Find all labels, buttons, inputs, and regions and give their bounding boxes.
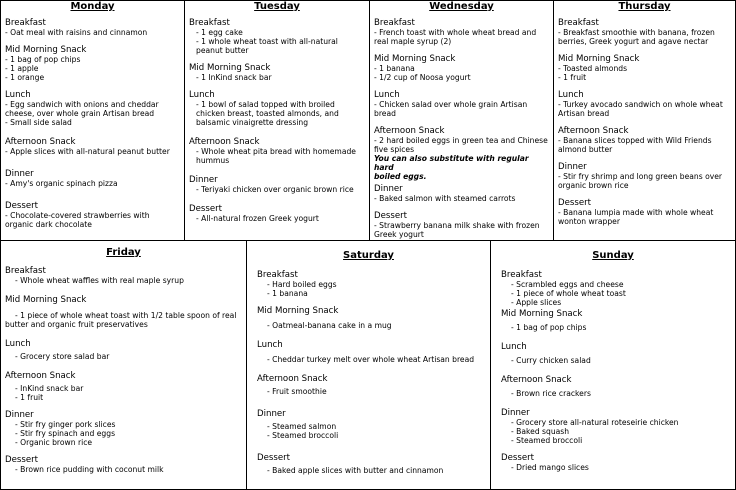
- menu-line: - 1/2 cup of Noosa yogurt: [374, 73, 471, 82]
- section-title: Mid Morning Snack: [5, 295, 87, 305]
- menu-line: - Toasted almonds: [558, 64, 628, 73]
- menu-line: - Small side salad: [5, 118, 72, 127]
- section-title: Lunch: [558, 90, 584, 100]
- menu-line: - Stir fry shrimp and long green beans over: [558, 172, 723, 181]
- menu-line: - 1 apple: [5, 64, 39, 73]
- menu-line: - French toast with whole wheat bread and: [374, 28, 537, 37]
- menu-line: - Baked apple slices with butter and cinnamon: [267, 466, 444, 475]
- day-heading: Wednesday: [429, 1, 494, 12]
- section-title: Dinner: [558, 162, 587, 172]
- menu-line: - 1 piece of whole wheat toast with 1/2 table spoon of real: [15, 311, 237, 320]
- menu-line: - 1 fruit: [558, 73, 587, 82]
- tuesday-cell: [184, 0, 370, 241]
- section-title: Dessert: [5, 201, 39, 211]
- menu-line: Greek yogurt: [374, 230, 424, 239]
- menu-line: - Steamed broccoli: [267, 431, 339, 440]
- section-title: Mid Morning Snack: [189, 63, 271, 73]
- friday-cell: [0, 240, 247, 490]
- section-title: Lunch: [257, 340, 283, 350]
- section-title: Afternoon Snack: [558, 126, 629, 136]
- section-title: Breakfast: [558, 18, 599, 28]
- menu-line: chicken breast, toasted almonds, and: [196, 109, 339, 118]
- menu-line: - 1 banana: [267, 289, 308, 298]
- menu-line: - Apple slices: [511, 298, 562, 307]
- menu-line: - 1 whole wheat toast with all-natural: [196, 37, 338, 46]
- menu-line: - Banana slices topped with Wild Friends: [558, 136, 712, 145]
- section-title: Afternoon Snack: [5, 371, 76, 381]
- menu-line: - Oat meal with raisins and cinnamon: [5, 28, 148, 37]
- menu-line: berries, Greek yogurt and agave nectar: [558, 37, 709, 46]
- menu-line: - Brown rice crackers: [511, 389, 591, 398]
- menu-line: - Steamed broccoli: [511, 436, 583, 445]
- menu-line: organic dark chocolate: [5, 220, 92, 229]
- section-title: Dessert: [558, 198, 592, 208]
- menu-line: - Teriyaki chicken over organic brown rice: [196, 185, 354, 194]
- menu-line: - Chocolate-covered strawberries with: [5, 211, 150, 220]
- menu-line: - Stir fry spinach and eggs: [15, 429, 116, 438]
- menu-line: - Apple slices with all-natural peanut butter: [5, 147, 170, 156]
- section-title: Afternoon Snack: [189, 137, 260, 147]
- section-title: Dinner: [5, 169, 34, 179]
- menu-line: - Stir fry ginger pork slices: [15, 420, 116, 429]
- section-title: Dinner: [5, 410, 34, 420]
- menu-line: - All-natural frozen Greek yogurt: [196, 214, 319, 223]
- section-title: Dinner: [257, 409, 286, 419]
- section-title: Mid Morning Snack: [257, 306, 339, 316]
- section-title: Lunch: [189, 90, 215, 100]
- section-title: Dinner: [374, 184, 403, 194]
- section-title: Afternoon Snack: [257, 374, 328, 384]
- menu-line: butter and organic fruit preservatives: [5, 320, 148, 329]
- section-title: Lunch: [501, 342, 527, 352]
- menu-line: - Cheddar turkey melt over whole wheat Artisan bread: [267, 355, 475, 364]
- menu-line: - 1 bowl of salad topped with broiled: [196, 100, 335, 109]
- menu-line: organic brown rice: [558, 181, 629, 190]
- section-title: Breakfast: [374, 18, 415, 28]
- menu-line: - Strawberry banana milk shake with frozen: [374, 221, 540, 230]
- menu-line: - Baked salmon with steamed carrots: [374, 194, 516, 203]
- menu-line: - 1 bag of pop chips: [511, 323, 587, 332]
- section-title: Dinner: [501, 408, 530, 418]
- section-title: Breakfast: [257, 270, 298, 280]
- day-heading: Friday: [106, 247, 141, 258]
- menu-line: - Grocery store all-natural roteseirie chicken: [511, 418, 679, 427]
- menu-line: almond butter: [558, 145, 613, 154]
- menu-line: - Amy's organic spinach pizza: [5, 179, 118, 188]
- menu-line: - 1 banana: [374, 64, 415, 73]
- menu-line: - InKind snack bar: [15, 384, 84, 393]
- section-title: Lunch: [374, 90, 400, 100]
- menu-line: balsamic vinaigrette dressing: [196, 118, 309, 127]
- section-title: Afternoon Snack: [501, 375, 572, 385]
- section-title: Afternoon Snack: [374, 126, 445, 136]
- section-title: Mid Morning Snack: [374, 54, 456, 64]
- menu-line: - Curry chicken salad: [511, 356, 591, 365]
- menu-line: - Chicken salad over whole grain Artisan: [374, 100, 528, 109]
- menu-line: - 1 bag of pop chips: [5, 55, 81, 64]
- section-title: Breakfast: [501, 270, 542, 280]
- menu-line: - 2 hard boiled eggs in green tea and Chinese: [374, 136, 548, 145]
- menu-line: - Baked squash: [511, 427, 570, 436]
- section-title: Dessert: [5, 455, 39, 465]
- section-title: Dessert: [374, 211, 408, 221]
- menu-line: - Whole wheat waffles with real maple syrup: [15, 276, 184, 285]
- section-title: Lunch: [5, 90, 31, 100]
- menu-line: - 1 fruit: [15, 393, 44, 402]
- menu-line: cheese, over whole grain Artisan bread: [5, 109, 155, 118]
- day-heading: Sunday: [592, 250, 634, 261]
- menu-line: - Hard boiled eggs: [267, 280, 337, 289]
- section-title: Afternoon Snack: [5, 137, 76, 147]
- menu-line: - Grocery store salad bar: [15, 352, 110, 361]
- sunday-cell: [490, 240, 736, 490]
- menu-line: - Banana lumpia made with whole wheat: [558, 208, 714, 217]
- menu-line: - 1 piece of whole wheat toast: [511, 289, 626, 298]
- wednesday-cell: [369, 0, 554, 241]
- monday-cell: [0, 0, 185, 241]
- menu-line: - 1 InKind snack bar: [196, 73, 272, 82]
- section-title: Breakfast: [5, 18, 46, 28]
- day-heading: Thursday: [618, 1, 671, 12]
- section-title: Dinner: [189, 175, 218, 185]
- day-heading: Monday: [70, 1, 115, 12]
- menu-line: - Organic brown rice: [15, 438, 93, 447]
- menu-line: - Scrambled eggs and cheese: [511, 280, 624, 289]
- menu-line: - Whole wheat pita bread with homemade: [196, 147, 356, 156]
- section-title: Lunch: [5, 339, 31, 349]
- menu-line: - Egg sandwich with onions and cheddar: [5, 100, 159, 109]
- section-title: Dessert: [189, 204, 223, 214]
- day-heading: Saturday: [343, 250, 394, 261]
- menu-line: - Steamed salmon: [267, 422, 337, 431]
- menu-line: five spices: [374, 145, 415, 154]
- saturday-cell: [246, 240, 491, 490]
- menu-line: Artisan bread: [558, 109, 610, 118]
- section-title: Mid Morning Snack: [5, 45, 87, 55]
- menu-line: peanut butter: [196, 46, 249, 55]
- menu-line: - Breakfast smoothie with banana, frozen: [558, 28, 715, 37]
- section-title: Mid Morning Snack: [558, 54, 640, 64]
- menu-line: - Brown rice pudding with coconut milk: [15, 465, 164, 474]
- section-title: Breakfast: [5, 266, 46, 276]
- menu-line: - 1 orange: [5, 73, 45, 82]
- section-title: Mid Morning Snack: [501, 309, 583, 319]
- menu-line: wonton wrapper: [558, 217, 620, 226]
- section-title: Dessert: [501, 453, 535, 463]
- menu-line: - Oatmeal-banana cake in a mug: [267, 321, 392, 330]
- menu-line: - Fruit smoothie: [267, 387, 327, 396]
- thursday-cell: [553, 0, 736, 241]
- section-title: Dessert: [257, 453, 291, 463]
- section-title: Breakfast: [189, 18, 230, 28]
- substitution-note: boiled eggs.: [374, 172, 427, 181]
- day-heading: Tuesday: [254, 1, 300, 12]
- substitution-note: You can also substitute with regular hard: [374, 154, 529, 172]
- menu-line: - Turkey avocado sandwich on whole wheat: [558, 100, 723, 109]
- menu-line: bread: [374, 109, 396, 118]
- menu-line: real maple syrup (2): [374, 37, 452, 46]
- menu-line: hummus: [196, 156, 230, 165]
- menu-line: - 1 egg cake: [196, 28, 243, 37]
- menu-line: - Dried mango slices: [511, 463, 589, 472]
